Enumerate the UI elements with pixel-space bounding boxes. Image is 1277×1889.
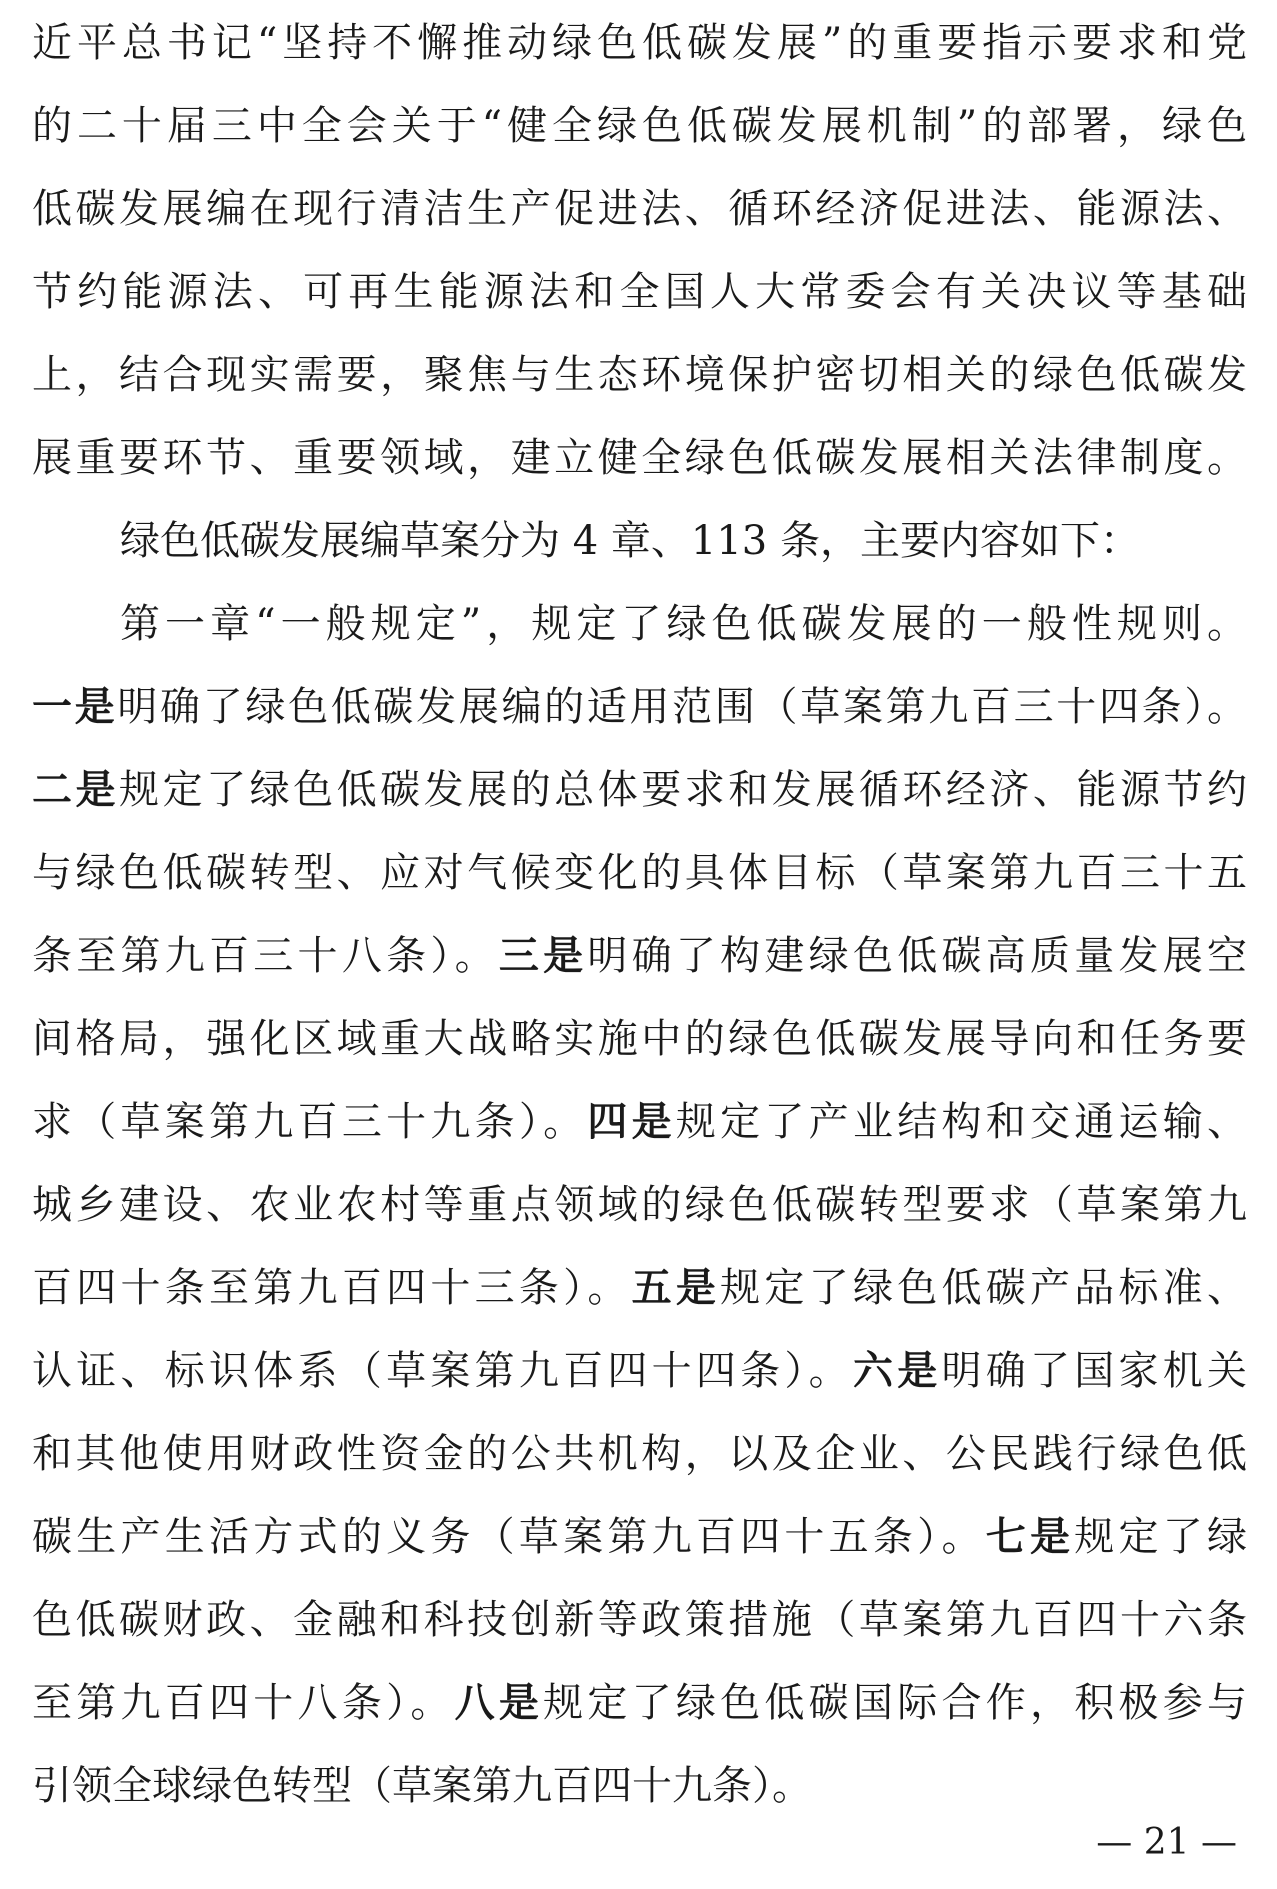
text-line: 低碳发展编在现行清洁生产促进法、循环经济促进法、能源法、 (32, 186, 1247, 232)
text-run: 规定了绿色低碳产品标准、 (720, 1265, 1248, 1311)
page-number: — 21 — (1096, 1822, 1237, 1863)
item-marker: 一是 (32, 684, 118, 730)
text-line: 与绿色低碳转型、应对气候变化的具体目标（草案第九百三十五 (32, 850, 1247, 896)
text-run: 规定了产业结构和交通运输、 (675, 1099, 1248, 1145)
body-text (32, 2, 1247, 1828)
text-run: 明确了绿色低碳发展编的适用范围（草案第九百三十四条）。 (117, 684, 1248, 730)
item-marker: 五是 (631, 1265, 721, 1311)
text-run: 认证、标识体系（草案第九百四十四条）。 (32, 1348, 853, 1394)
text-line: 节约能源法、可再生能源法和全国人大常委会有关决议等基础 (32, 269, 1247, 315)
text-line (32, 1662, 1247, 1745)
text-line (32, 915, 1247, 998)
text-line: 间格局，强化区域重大战略实施中的绿色低碳发展导向和任务要 (32, 1016, 1247, 1062)
text-line (32, 666, 1247, 749)
text-run: 求（草案第九百三十九条）。 (32, 1099, 588, 1145)
item-marker: 八是 (454, 1680, 544, 1726)
text-line: 引领全球绿色转型（草案第九百四十九条）。 (32, 1763, 812, 1809)
text-line (32, 749, 1247, 832)
text-line (32, 1247, 1247, 1330)
text-run: 明确了国家机关 (941, 1348, 1248, 1394)
text-line (32, 1081, 1247, 1164)
text-line: 色低碳财政、金融和科技创新等政策措施（草案第九百四十六条 (32, 1597, 1247, 1643)
item-marker: 三是 (498, 933, 588, 979)
text-line: 城乡建设、农业农村等重点领域的绿色低碳转型要求（草案第九 (32, 1182, 1247, 1228)
paragraph-first-line: 绿色低碳发展编草案分为 4 章、113 条，主要内容如下： (120, 518, 1140, 564)
text-line: 近平总书记“坚持不懈推动绿色低碳发展”的重要指示要求和党 (32, 20, 1247, 66)
text-run: 明确了构建绿色低碳高质量发展空 (587, 933, 1248, 979)
text-line (32, 1330, 1247, 1413)
text-line: 的二十届三中全会关于“健全绿色低碳发展机制”的部署，绿色 (32, 103, 1247, 149)
text-run: 规定了绿色低碳国际合作，积极参与 (543, 1680, 1248, 1726)
text-run: 条至第九百三十八条）。 (32, 933, 499, 979)
text-run: 规定了绿 (1074, 1514, 1248, 1560)
text-run: 碳生产生活方式的义务（草案第九百四十五条）。 (32, 1514, 986, 1560)
text-line: 展重要环节、重要领域，建立健全绿色低碳发展相关法律制度。 (32, 435, 1247, 481)
text-line: 上，结合现实需要，聚焦与生态环境保护密切相关的绿色低碳发 (32, 352, 1247, 398)
text-run: 至第九百四十八条）。 (32, 1680, 455, 1726)
item-marker: 七是 (985, 1514, 1075, 1560)
item-marker: 四是 (587, 1099, 676, 1145)
item-marker: 六是 (852, 1348, 942, 1394)
item-marker: 二是 (32, 767, 120, 813)
text-run: 规定了绿色低碳发展的总体要求和发展循环经济、能源节约 (119, 767, 1248, 813)
text-run: 百四十条至第九百四十三条）。 (32, 1265, 632, 1311)
text-line (32, 1496, 1247, 1579)
paragraph-first-line: 第一章“一般规定”，规定了绿色低碳发展的一般性规则。 (120, 601, 1247, 647)
text-line: 和其他使用财政性资金的公共机构，以及企业、公民践行绿色低 (32, 1431, 1247, 1477)
